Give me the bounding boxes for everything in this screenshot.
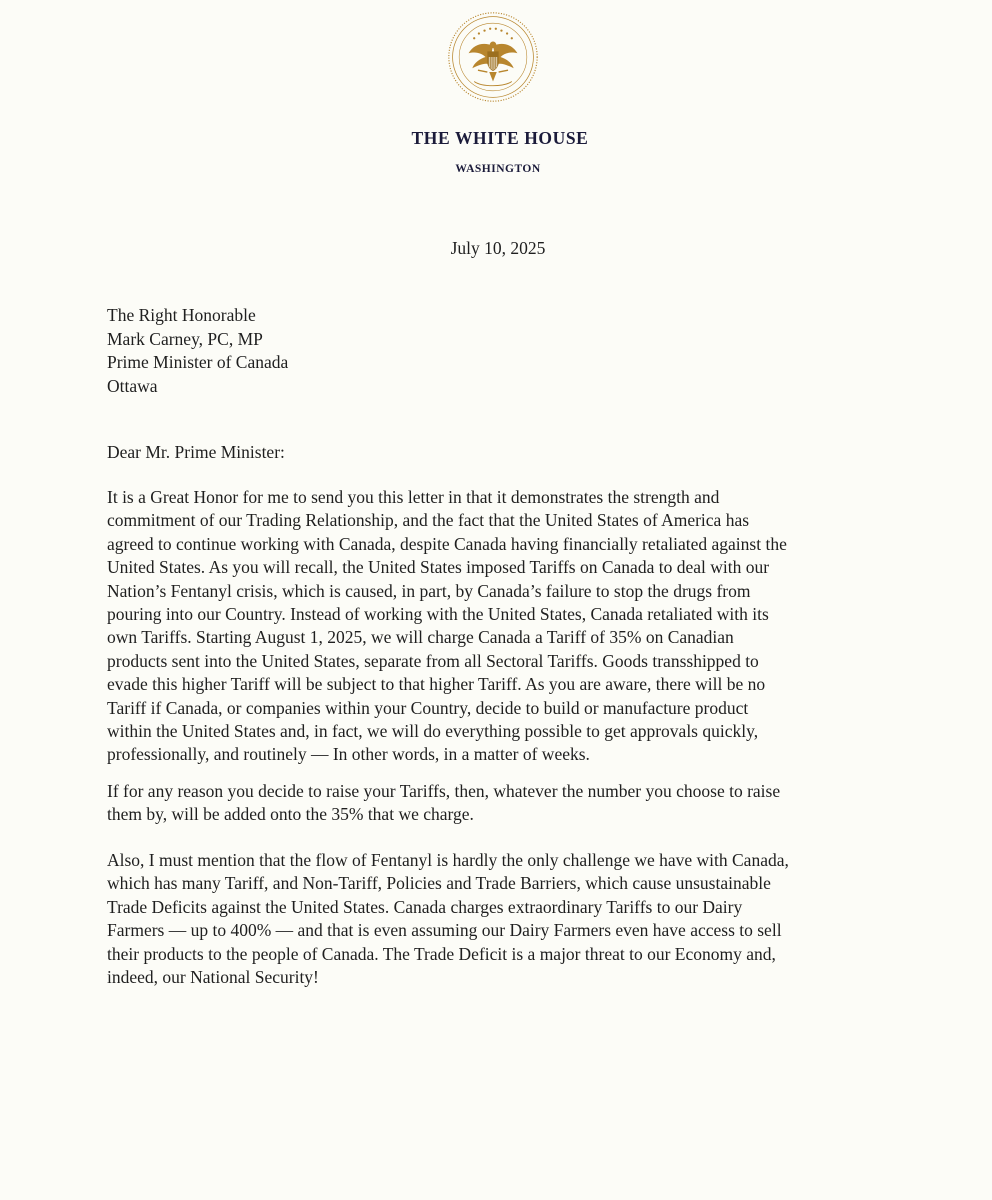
letter-date: July 10, 2025	[450, 238, 546, 258]
paragraph-line: within the United States and, in fact, we will do everything possible to get approvals quickly,	[107, 721, 759, 742]
paragraph-line: which has many Tariff, and Non-Tariff, Policies and Trade Barriers, which cause unsustainable	[107, 873, 771, 894]
paragraph-line: If for any reason you decide to raise your Tariffs, then, whatever the number you choose to raise	[107, 781, 781, 801]
body-paragraph	[107, 849, 897, 989]
paragraph-line: own Tariffs. Starting August 1, 2025, we will charge Canada a Tariff of 35% on Canadian	[107, 627, 734, 648]
paragraph-line: professionally, and routinely — In other words, in a matter of weeks.	[107, 744, 590, 765]
body-paragraph	[107, 486, 897, 767]
paragraph-line: indeed, our National Security!	[107, 967, 319, 988]
paragraph-line: Farmers — up to 400% — and that is even assuming our Dairy Farmers even have access to sell	[107, 920, 782, 941]
paragraph-line: agreed to continue working with Canada, despite Canada having financially retaliated against the	[107, 533, 787, 554]
letterhead-subtitle: WASHINGTON	[455, 163, 541, 175]
paragraph-line: evade this higher Tariff will be subject to that higher Tariff. As you are aware, there will be no	[107, 674, 766, 695]
paragraph-line: Trade Deficits against the United States. Canada charges extraordinary Tariffs to our Dairy	[107, 896, 743, 917]
paragraph-line: It is a Great Honor for me to send you this letter in that it demonstrates the strength and	[107, 487, 720, 507]
paragraph-line: Tariff if Canada, or companies within your Country, decide to build or manufacture product	[107, 697, 749, 718]
paragraph-line: pouring into our Country. Instead of working with the United States, Canada retaliated with its	[107, 604, 769, 625]
recipient-line: Ottawa	[107, 375, 158, 396]
recipient-line: Mark Carney, PC, MP	[107, 328, 263, 349]
recipient-line: The Right Honorable	[107, 305, 256, 325]
paragraph-line: commitment of our Trading Relationship, and the fact that the United States of America has	[107, 510, 750, 531]
paragraph-line: them by, will be added onto the 35% that we charge.	[107, 804, 474, 825]
recipient-line: Prime Minister of Canada	[107, 352, 289, 372]
paragraph-line: products sent into the United States, separate from all Sectoral Tariffs. Goods transshipped to	[107, 650, 759, 671]
presidential-seal-icon	[446, 10, 540, 104]
paragraph-line: United States. As you will recall, the United States imposed Tariffs on Canada to deal with our	[107, 557, 770, 578]
paragraph-line: their products to the people of Canada. The Trade Deficit is a major threat to our Economy and,	[107, 943, 776, 964]
salutation: Dear Mr. Prime Minister:	[107, 442, 285, 462]
recipient-address	[107, 304, 288, 398]
paragraph-line: Nation’s Fentanyl crisis, which is caused, in part, by Canada’s failure to stop the drugs from	[107, 580, 751, 601]
body-paragraph	[107, 780, 897, 827]
letterhead-title: THE WHITE HOUSE	[411, 128, 589, 148]
paragraph-line: Also, I must mention that the flow of Fentanyl is hardly the only challenge we have with Canada,	[107, 850, 789, 870]
